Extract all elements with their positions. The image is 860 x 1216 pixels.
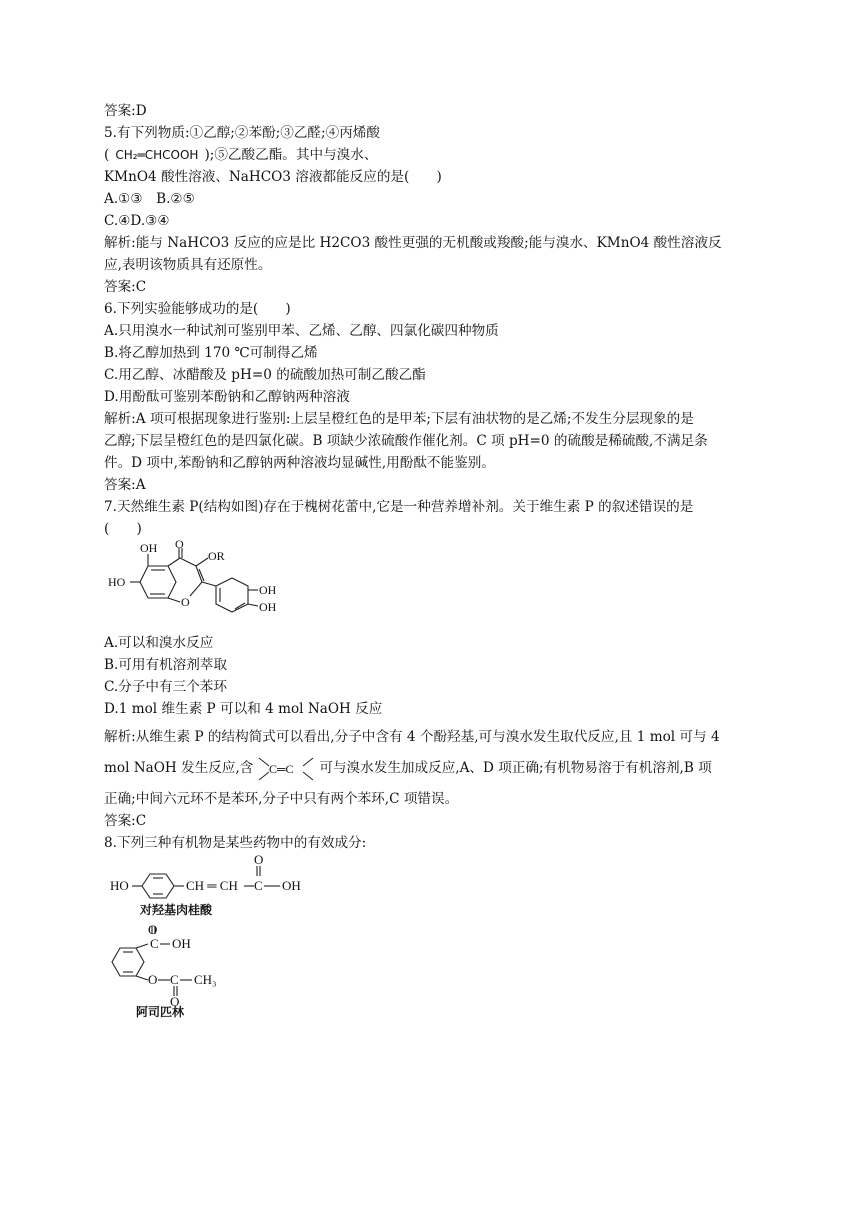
q6-analysis-1: 解析:A 项可根据现象进行鉴别:上层呈橙红色的是甲苯;下层有油状物的是乙烯;不发生分层现象的是 [104,411,694,427]
cinnamic-label-o: O [254,854,264,867]
cinnamic-label-ho: HO [110,878,129,893]
q7-analysis-1: 解析:从维生素 P 的结构简式可以看出,分子中含有 4 个酚羟基,可与溴水发生取代反应,且 1 mol 可与 4 [104,729,720,745]
q7-option-b: B.可用有机溶剂萃取 [104,657,228,673]
vp-label-oh-2: OH [259,583,277,597]
q7-option-c: C.分子中有三个苯环 [104,679,227,695]
q7-answer: 答案:C [104,813,147,829]
vp-label-carbonyl-o: O [175,540,184,551]
q5-options-cd: C.④D.③④ [104,213,170,229]
q5-answer: 答案:C [104,279,147,295]
q5-stem-2: ( CH₂═CHCOOH );⑤乙酸乙酯。其中与溴水、 [104,144,764,166]
vp-label-oh-top: OH [140,541,158,555]
vp-label-ring-o: O [181,595,190,609]
cc-label: C═C [269,761,294,776]
document-page [104,100,764,1018]
q5-stem-3: KMnO4 酸性溶液、NaHCO3 溶液都能反应的是( ) [104,169,442,185]
cc-double-bond-structure [255,752,317,786]
q7-option-a: A.可以和溴水反应 [104,635,214,651]
q4-answer: 答案:D [104,103,147,119]
q6-option-d: D.用酚酞可鉴别苯酚钠和乙醇钠两种溶液 [104,389,350,405]
q6-analysis-3: 件。D 项中,苯酚钠和乙醇钠两种溶液均显碱性,用酚酞不能鉴别。 [104,455,495,471]
aspirin-label-c1: C [150,936,159,951]
aspirin-label-ch3: CH₃ [194,972,217,987]
q6-option-b: B.将乙醇加热到 170 ℃可制得乙烯 [104,345,318,361]
cinnamic-name: 对羟基肉桂酸 [140,903,213,917]
q7-stem-2: ( ) [104,521,142,537]
aspirin-label-c2: C [170,972,179,987]
q5-analysis-2: 应,表明该物质具有还原性。 [104,257,272,273]
vitamin-p-structure [104,540,294,632]
aspirin-structure [104,924,304,1018]
vp-label-ho: HO [108,575,126,589]
vp-label-or: OR [208,549,225,563]
q5-options-ab: A.①③ B.②⑤ [104,191,195,207]
q8-stem: 8.下列三种有机物是某些药物中的有效成分: [104,835,367,851]
vp-label-oh-3: OH [259,600,277,614]
q7-option-d: D.1 mol 维生素 P 可以和 4 mol NaOH 反应 [104,701,383,717]
q5-analysis-1: 解析:能与 NaHCO3 反应的应是比 H2CO3 酸性更强的无机酸或羧酸;能与溴水、KMnO4 酸性溶液反 [104,235,722,251]
acrylic-acid-formula: CH₂═CHCOOH [115,148,199,162]
aspirin-label-o-bot: O [170,994,180,1009]
q7-stem-1: 7.天然维生素 P(结构如图)存在于槐树花蕾中,它是一种营养增补剂。关于维生素 P 的叙述错误的是 [104,499,694,515]
q6-option-a: A.只用溴水一种试剂可鉴别甲苯、乙烯、乙醇、四氯化碳四种物质 [104,323,499,339]
q5-stem-1: 5.有下列物质:①乙醇;②苯酚;③乙醛;④丙烯酸 [104,125,380,141]
aspirin-label-o-mid: O [148,972,158,987]
cinnamic-label-c: C [254,878,263,893]
cinnamic-label-oh: OH [282,878,301,893]
aspirin-name: 阿司匹林 [136,1005,185,1018]
aspirin-label-oh: OH [172,936,191,951]
aspirin-label-o-top: O [148,924,158,937]
q6-option-c: C.用乙醇、冰醋酸及 pH=0 的硫酸加热可制乙酸乙酯 [104,367,426,383]
q6-stem: 6.下列实验能够成功的是( ) [104,301,291,317]
q7-analysis-2: mol NaOH 发生反应,含 C═C 可与溴水发生加成反应,A、D 项正确;有机物易溶于有机溶剂,B 项 [104,748,764,788]
q6-analysis-2: 乙醇;下层呈橙红色的是四氯化碳。B 项缺少浓硫酸作催化剂。C 项 pH=0 的硫酸是稀硫酸,不满足条 [104,433,708,449]
p-hydroxycinnamic-acid-structure [104,854,344,918]
q7-analysis-3: 正确;中间六元环不是苯环,分子中只有两个苯环,C 项错误。 [104,791,459,807]
q6-answer: 答案:A [104,477,146,493]
cinnamic-label-chain: CH ═ CH [186,878,238,893]
